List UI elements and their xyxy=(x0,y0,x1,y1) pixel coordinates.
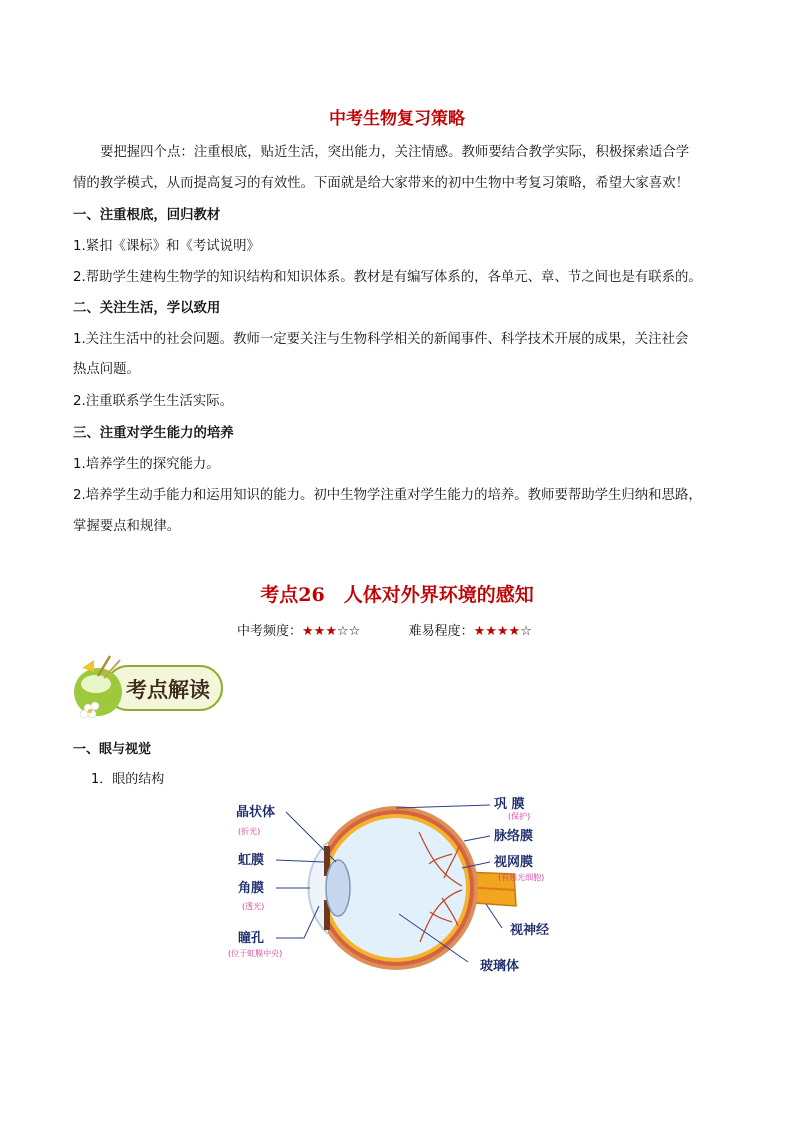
label-optic-nerve: 视神经 xyxy=(510,923,550,938)
intro-line-2: 情的教学模式，从而提高复习的有效性。下面就是给大家带来的初中生物中考复习策略，希望大家喜欢！ xyxy=(73,176,689,191)
section-1-item-1: 1.紧扣《课标》和《考试说明》 xyxy=(73,239,260,254)
section-3-item-2-cont: 掌握要点和规律。 xyxy=(73,519,181,534)
topic-title: 考点26 人体对外界环境的感知 xyxy=(260,584,534,606)
eye-structure-diagram xyxy=(224,794,570,978)
intro-line-1: 要把握四个点：注重根底，贴近生活，突出能力，关注情感。教师要结合教学实际，积极探索适合学 xyxy=(100,145,690,160)
label-sclera-sub: (保护) xyxy=(508,812,531,821)
banner-text: 考点解读 xyxy=(126,677,210,702)
crystalline-lens xyxy=(326,860,350,916)
section-2-item-2: 2.注重联系学生生活实际。 xyxy=(73,394,234,409)
section-heading-3: 三、注重对学生能力的培养 xyxy=(73,426,234,441)
topic-banner xyxy=(68,654,228,720)
frequency-label: 中考频度： xyxy=(237,624,303,639)
label-retina-sub: (有感光细胞) xyxy=(498,873,545,882)
label-cornea: 角膜 xyxy=(238,881,265,896)
label-cornea-sub: (透光) xyxy=(242,902,265,911)
section-3-item-2: 2.培养学生动手能力和运用知识的能力。初中生物学注重对学生能力的培养。教师要帮助学生归纳和思路， xyxy=(73,488,702,503)
rating-line xyxy=(237,620,532,639)
section-eye-heading: 一、眼与视觉 xyxy=(73,742,152,757)
label-pupil: 瞳孔 xyxy=(238,931,265,946)
difficulty-stars-empty: ☆ xyxy=(520,624,532,639)
frequency-stars-empty: ☆☆ xyxy=(336,624,361,639)
section-3-item-1: 1.培养学生的探究能力。 xyxy=(73,457,220,472)
difficulty-label: 难易程度： xyxy=(408,624,474,639)
section-heading-2: 二、关注生活，学以致用 xyxy=(73,301,221,316)
label-sclera: 巩 膜 xyxy=(494,797,525,812)
label-crystalline-sub: (折光) xyxy=(238,827,261,836)
section-1-item-2: 2.帮助学生建构生物学的知识结构和知识体系。教材是有编写体系的，各单元、章、节之间也是有联系的。 xyxy=(73,270,702,285)
subsection-eye-structure: 1．眼的结构 xyxy=(91,772,165,787)
label-vitreous: 玻璃体 xyxy=(480,959,520,974)
section-2-item-1: 1.关注生活中的社会问题。教师一定要关注与生物科学相关的新闻事件、科学技术开展的成果，关注社会 xyxy=(73,332,689,347)
frequency-stars-filled: ★★★ xyxy=(302,624,337,639)
label-choroid: 脉络膜 xyxy=(494,829,534,844)
section-2-item-1-cont: 热点问题。 xyxy=(73,362,140,377)
page-title: 中考生物复习策略 xyxy=(329,109,465,129)
label-retina: 视网膜 xyxy=(494,855,534,870)
section-heading-1: 一、注重根底，回归教材 xyxy=(73,208,221,223)
label-pupil-sub: (位于虹膜中央) xyxy=(228,949,283,958)
difficulty-stars-filled: ★★★★ xyxy=(473,624,521,639)
label-iris: 虹膜 xyxy=(238,853,265,868)
label-crystalline: 晶状体 xyxy=(236,805,276,820)
